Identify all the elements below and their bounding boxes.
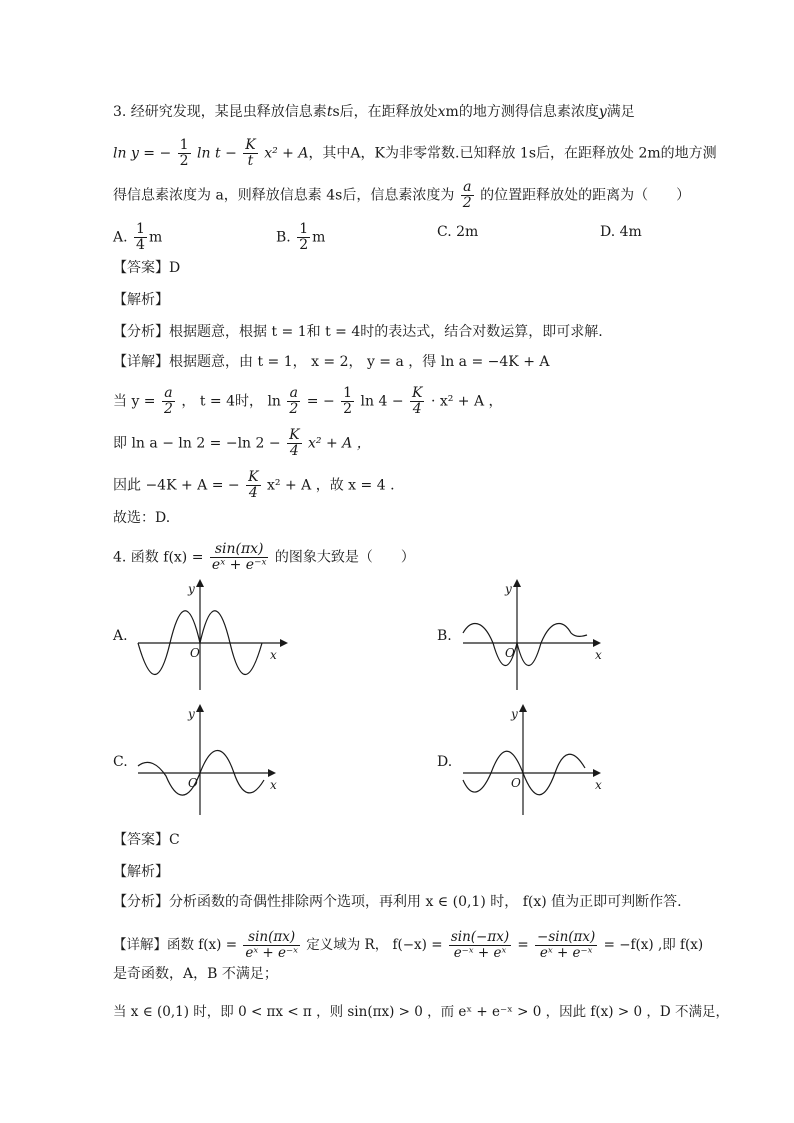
graph-option-a	[130, 575, 290, 695]
q4-detail-line2: 是奇函数，A，B 不满足；	[113, 966, 278, 982]
option-unit: m	[148, 229, 163, 246]
detail-part: =	[517, 937, 529, 953]
detail-part: 当 y =	[113, 393, 156, 410]
graph-label-b: B.	[437, 628, 452, 644]
q3-stem-text: m的地方测得信息素浓度	[445, 104, 599, 120]
q4-answer: 【答案】C	[113, 832, 180, 848]
frac-num: 1	[299, 221, 309, 237]
frac-num: −sin(πx)	[537, 929, 596, 945]
q3-option-b	[276, 222, 325, 253]
detail-part: · x² + A ，	[430, 393, 503, 410]
fraction	[461, 180, 474, 211]
origin-label: O	[188, 776, 198, 790]
formula-part: ln y = −	[113, 145, 172, 162]
graph-label-c: C.	[113, 754, 128, 770]
detail-part: = −	[306, 393, 335, 410]
frac-den: 2	[462, 195, 472, 211]
fraction	[162, 386, 175, 417]
q3-var-x: x	[437, 104, 446, 120]
q4-analysis: 【分析】分析函数的奇偶性排除两个选项，再利用 x ∈ (0,1) 时， f(x) 值为正即可判断作答.	[113, 894, 682, 910]
y-axis-arrow-icon	[513, 579, 521, 587]
frac-num: a	[162, 386, 175, 402]
q3-analysis: 【分析】根据题意，根据 t = 1和 t = 4时的表达式，结合对数运算，即可求解.	[113, 324, 603, 340]
q3-stem-line3	[113, 180, 690, 211]
q3-answer: 【答案】D	[113, 260, 181, 276]
q3-detail-line2	[113, 386, 503, 417]
frac-den: 2	[289, 401, 299, 417]
q3-var-t: t	[326, 104, 333, 120]
frac-den: eˣ + e⁻ˣ	[539, 945, 593, 961]
x-axis-label: x	[270, 778, 277, 792]
detail-part: 即 ln a − ln 2 = −ln 2 −	[113, 435, 281, 452]
frac-num: a	[287, 386, 300, 402]
formula-part: x² + A	[264, 145, 309, 162]
frac-num: sin(πx)	[210, 542, 269, 558]
frac-num: K	[245, 137, 256, 153]
graph-label-a: A.	[113, 628, 128, 644]
graph-label-d: D.	[437, 754, 453, 770]
detail-part: x² + A ，	[308, 435, 371, 452]
origin-label: O	[505, 646, 515, 660]
frac-num: K	[248, 469, 259, 485]
frac-den: 2	[164, 401, 173, 417]
frac-num: 1	[179, 137, 189, 153]
q3-stem-text: 满足	[606, 104, 635, 120]
q3-detail-line4	[113, 470, 395, 501]
fraction	[243, 930, 300, 961]
q3-stem-text: ，其中A，K为非零常数.已知释放 1s后，在距释放处 2m的地方测	[308, 145, 717, 162]
graph-option-d	[455, 700, 615, 820]
detail-part: x² + A ，故 x = 4 .	[267, 477, 395, 494]
x-axis-label: x	[595, 648, 602, 662]
x-axis-label: x	[270, 648, 277, 662]
origin-label: O	[511, 776, 521, 790]
graph-option-c	[130, 700, 290, 820]
q3-formula-line	[113, 138, 717, 169]
q3-choose: 故选：D.	[113, 510, 171, 526]
q4-stem-text: 4. 函数 f(x) =	[113, 549, 204, 566]
fraction	[535, 930, 597, 961]
frac-num: 1	[136, 221, 145, 237]
q3-analysis-heading: 【解析】	[113, 292, 169, 308]
q3-option-c: C. 2m	[437, 224, 479, 240]
y-axis-label: y	[188, 582, 195, 596]
y-axis-label: y	[188, 707, 195, 721]
frac-den: 4	[412, 401, 422, 417]
detail-part: 因此 −4K + A = −	[113, 477, 240, 494]
option-label: B.	[276, 229, 291, 246]
frac-den: 2	[179, 153, 189, 169]
y-axis-label: y	[511, 707, 518, 721]
fraction	[287, 386, 300, 417]
fraction	[341, 386, 354, 417]
detail-part: 定义域为 R， f(−x) =	[306, 937, 443, 953]
q3-stem-text: 3. 经研究发现，某昆虫释放信息素	[113, 104, 327, 120]
frac-den: t	[247, 153, 254, 169]
frac-num: a	[461, 180, 474, 196]
q3-detail-line3	[113, 428, 371, 459]
q3-option-a	[113, 222, 162, 253]
frac-num: sin(πx)	[243, 930, 300, 946]
q4-analysis-heading: 【解析】	[113, 864, 169, 880]
curve	[463, 624, 587, 666]
detail-part: = −f(x) ,即 f(x)	[603, 937, 704, 953]
frac-den: 2	[299, 237, 309, 253]
frac-num: K	[289, 427, 300, 443]
frac-den: 4	[248, 485, 258, 501]
x-axis-arrow-icon	[593, 769, 601, 777]
x-axis-arrow-icon	[280, 639, 288, 647]
fraction	[243, 138, 257, 169]
fraction	[246, 470, 260, 501]
x-axis-arrow-icon	[593, 639, 601, 647]
q3-detail-line1: 【详解】根据题意，由 t = 1， x = 2， y = a ，得 ln a = −4K + A	[113, 354, 550, 370]
formula-part: ln t −	[197, 145, 237, 162]
q4-detail-line3: 当 x ∈ (0,1) 时，即 0 < πx < π ，则 sin(πx) > 0 ，而 eˣ + e⁻ˣ > 0 ，因此 f(x) > 0 ，D 不满足，	[113, 1004, 729, 1020]
q3-stem-text: 的位置距释放处的距离为（ ）	[480, 187, 691, 204]
frac-den: 4	[136, 237, 145, 253]
y-axis-arrow-icon	[196, 579, 204, 587]
fraction	[134, 222, 147, 253]
frac-den: e⁻ˣ + eˣ	[453, 945, 507, 961]
detail-part: ， t = 4时， ln	[181, 393, 281, 410]
x-axis-label: x	[595, 778, 602, 792]
option-label: A.	[113, 229, 128, 246]
q3-stem-text: 得信息素浓度为 a，则释放信息素 4s后，信息素浓度为	[113, 187, 455, 204]
frac-num: K	[412, 385, 423, 401]
fraction	[178, 138, 191, 169]
fraction	[297, 222, 310, 253]
fraction	[449, 930, 511, 961]
frac-den: 2	[343, 401, 353, 417]
x-axis-arrow-icon	[268, 769, 276, 777]
q3-var-y: y	[598, 104, 607, 120]
q4-detail-line1	[113, 930, 703, 961]
frac-den: eˣ + e⁻ˣ	[211, 557, 267, 573]
y-axis-arrow-icon	[196, 704, 204, 712]
frac-den: eˣ + e⁻ˣ	[245, 945, 298, 961]
fraction	[287, 428, 301, 459]
frac-num: sin(−πx)	[450, 929, 510, 945]
option-unit: m	[312, 229, 326, 246]
graph-option-b	[455, 575, 615, 695]
y-axis-label: y	[505, 582, 512, 596]
q3-option-d: D. 4m	[600, 224, 642, 240]
q3-stem-line1	[113, 102, 635, 122]
detail-part: 【详解】函数 f(x) =	[113, 937, 238, 953]
detail-part: ln 4 −	[360, 393, 404, 410]
fraction	[410, 386, 424, 417]
q4-stem-text: 的图象大致是（ ）	[274, 549, 415, 566]
q3-stem-text: s后，在距释放处	[332, 104, 438, 120]
frac-den: 4	[289, 443, 299, 459]
y-axis-arrow-icon	[519, 704, 527, 712]
q4-stem	[113, 542, 415, 573]
origin-label: O	[190, 646, 200, 660]
frac-num: 1	[343, 385, 353, 401]
fraction	[210, 542, 269, 573]
